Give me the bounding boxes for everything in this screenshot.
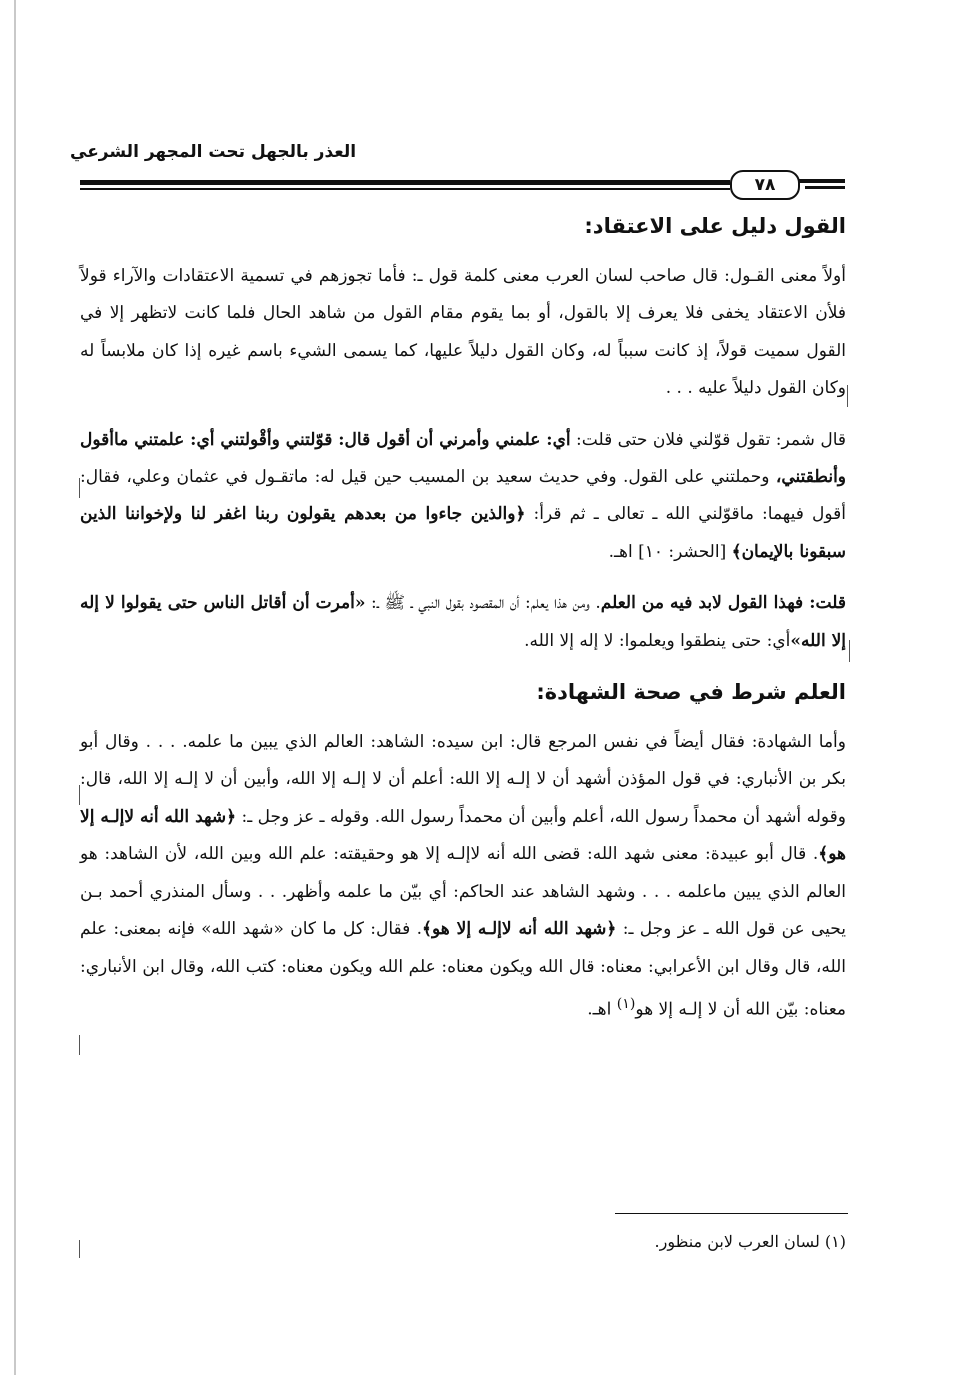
text-run: وأما الشهادة: فقال أيضاً في نفس المرجع قال: ابن سيده: الشاهد: العالم الذي يبين ما علمه. . . . وقال أبو بكر بن الأنباري: في قول المؤذن أشهد أن لا إلـه إلا الله: أعلم أن لا إلـه إلا الله، وأبين أن لا إلـه إلا الله، قال: وقوله أشهد أن محمداً رسول الله، أعلم وأبين أن محمداً رسول الله. وقوله ـ عز وجل ـ:: [80, 732, 846, 827]
text-run: . فقال: كل ما كان «شهد الله» فإنه بمعنى: علم الله، قال وقال ابن الأعرابي: معناه: قال الله ويكون معناه: علم الله ويكون معناه: كتب الله، وقال ابن الأنباري: معناه: بيّن الله أن لا إلـه إلا هو: [80, 919, 846, 1020]
header-rule-thick: [80, 180, 730, 185]
hadith-quote: «أمرت أن أقاتل الناس حتى يقولوا لا إله إلا الله»: [80, 593, 846, 651]
text-run: اهـ.: [587, 999, 617, 1020]
text-run: أي: حتى ينطقوا ويعلموا: لا إله إلا الله.: [524, 630, 791, 651]
text-run: . ومن هذا يعلم: أن المقصود بقول النبي ـ ﷺ ـ:: [365, 593, 601, 614]
text-run: وحملتني على القول. وفي حديث سعيد بن المسيب حين قيل له: ماتقـول في عثمان وعلي، فقال: أقول فيهما: ماقوّلني الله ـ تعالى ـ ثم قرأ:: [80, 467, 846, 525]
margin-mark: [849, 640, 850, 662]
paragraph-testimony-meaning: [80, 724, 846, 1029]
bold-run: قلت: فهذا القول لابد فيه من العلم: [600, 593, 846, 614]
bold-run: أي: علمني وأمرني أن أقول قال: قوّلتني وأقْولتني أي: علمتني ماأقول وأنطقتني،: [80, 429, 846, 488]
section-heading-speech-evidence: القول دليل على الاعتقاد:: [584, 214, 846, 238]
quran-verse: ﴿شهد الله أنه لاإلـه إلا هو﴾: [422, 919, 617, 940]
paragraph-author-note: [80, 585, 846, 660]
running-header-title: العذر بالجهل تحت المجهر الشرعي: [70, 142, 357, 162]
margin-mark: [79, 478, 80, 498]
page-edge: [14, 0, 16, 1375]
section-heading-knowledge-condition: العلم شرط في صحة الشهادة:: [536, 680, 846, 705]
header-rule-thin: [80, 188, 730, 190]
quran-verse: ﴿شهد الله أنه لاإلـه إلا هو﴾: [80, 806, 846, 865]
quran-verse: ﴿والذين جاءوا من بعدهم يقولون ربنا اغفر لنا ولإخواننا الذين سبقونا بالإيمان﴾: [80, 504, 846, 562]
header-rule-right: [795, 179, 845, 183]
text-run: [الحشر: ١٠] اهـ.: [608, 541, 732, 562]
footnote-separator: [615, 1213, 848, 1214]
page-content: [80, 200, 846, 1043]
margin-mark: [79, 1240, 80, 1258]
footnote-text: (١) لسان العرب لابن منظور.: [654, 1232, 846, 1251]
paragraph-meaning-of-speech: أولاً معنى القـول: قال صاحب لسان العرب معنى كلمة قول ـ: فأما تجوزهم في تسمية الاعتقادات والآراء قولاً فلأن الاعتقاد يخفى فلا يعرف إلا بالقول، أو بما يقوم مقام القول من شاهد الحال فلما كانت لاتظهر إلا في القول سميت قولاً، إذ كانت سبباً له، وكان القول دليلاً عليها، كما يسمى الشيء باسم غيره إذا كان ملابساً له وكان القول دليلاً عليه . . .: [80, 266, 846, 399]
margin-mark: [79, 1035, 80, 1055]
margin-mark: [847, 385, 848, 407]
footnote-marker[interactable]: (١): [616, 995, 636, 1012]
page-number: ٧٨: [730, 170, 800, 200]
text-run: . قال أبو عبيدة: معنى شهد الله: قضى الله أنه لاإلـه إلا هو وحقيقته: علم الله وبين الله، لأن الشاهد: هو العالم الذي يبين ماعلمه . . . وشهد الشاهد عند الحاكم: أي بيّن ما علمه وأظهر. . . وسأل المنذري أحمد بـن يحيى عن قول الله ـ عز وجل ـ:: [80, 844, 847, 940]
margin-mark: [79, 785, 80, 805]
paragraph-shamir-quote: [80, 422, 846, 572]
header-rule-right-thin: [805, 186, 845, 189]
text-run: قال شمر: تقول قوّلني فلان حتى قلت:: [570, 429, 846, 450]
